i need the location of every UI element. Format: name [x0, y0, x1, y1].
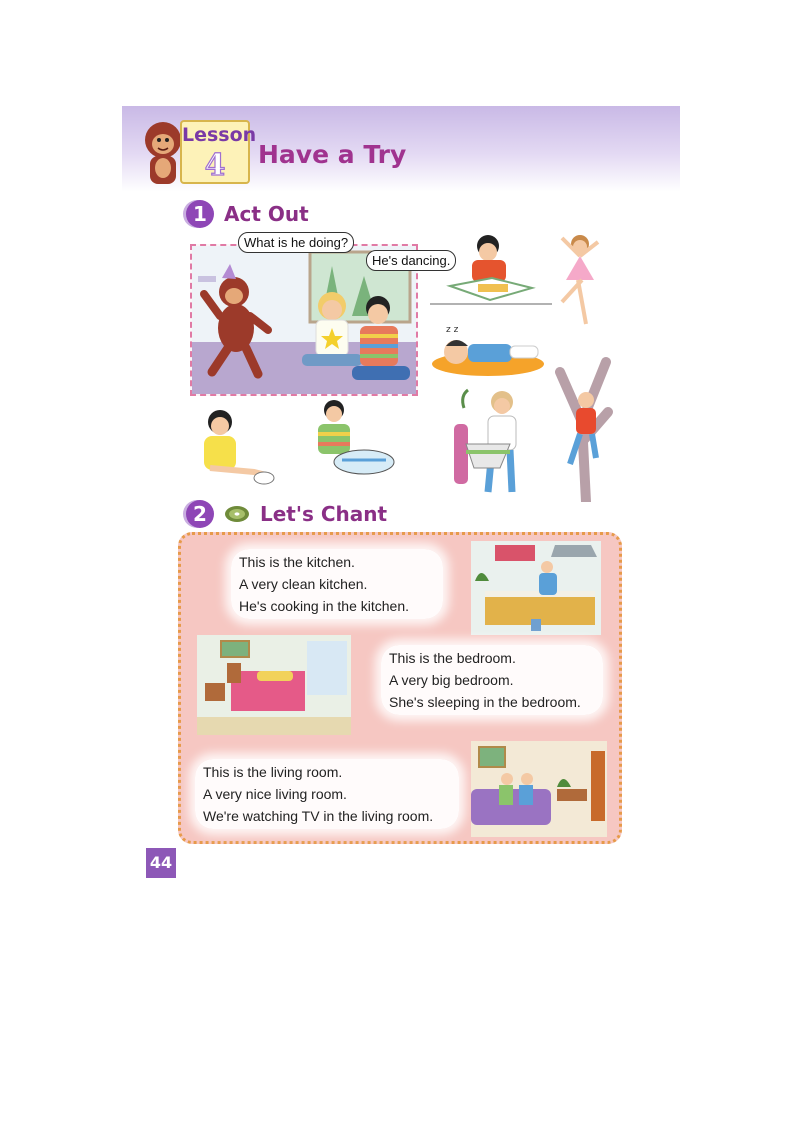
section-title-chant: Let's Chant	[260, 502, 388, 526]
verse-kitchen	[231, 549, 443, 619]
lesson-header	[122, 106, 680, 192]
boy-watering-plants-illustration	[452, 388, 544, 500]
verse-line: He's cooking in the kitchen.	[239, 598, 409, 614]
kitchen-illustration	[471, 541, 601, 635]
verse-line: A very big bedroom.	[389, 672, 514, 688]
verse-line: She's sleeping in the bedroom.	[389, 694, 581, 710]
verse-line: This is the bedroom.	[389, 650, 516, 666]
lesson-badge	[180, 120, 257, 184]
section-title-act-out: Act Out	[224, 202, 309, 226]
section-number-1: 1	[186, 200, 214, 228]
living-room-illustration	[471, 741, 607, 837]
section-number-2: 2	[186, 500, 214, 528]
girl-eating-illustration	[194, 406, 278, 488]
speech-bubble-question: What is he doing?	[238, 232, 354, 253]
boy-climbing-tree-illustration	[552, 352, 616, 502]
cd-audio-icon[interactable]	[224, 505, 250, 523]
lesson-label: Lesson	[182, 124, 257, 146]
chant-panel	[178, 532, 622, 844]
verse-line: A very nice living room.	[203, 786, 347, 802]
boy-washing-clothes-illustration	[308, 396, 400, 486]
girl-dancing-illustration	[548, 232, 610, 328]
section-chant-heading	[186, 500, 387, 528]
boy-reading-illustration	[428, 230, 554, 314]
section-act-out-heading	[186, 200, 309, 228]
lesson-number: 4	[204, 148, 226, 183]
verse-line: This is the kitchen.	[239, 554, 355, 570]
verse-line: This is the living room.	[203, 764, 343, 780]
verse-bedroom	[381, 645, 603, 715]
bedroom-illustration	[197, 635, 351, 735]
page-number: 44	[146, 848, 176, 878]
boy-sleeping-illustration	[428, 322, 550, 382]
verse-living-room	[195, 759, 459, 829]
verse-line: We're watching TV in the living room.	[203, 808, 434, 824]
textbook-page	[122, 106, 680, 878]
speech-bubble-answer: He's dancing.	[366, 250, 456, 271]
svg-text:z z: z z	[446, 325, 459, 335]
page-title: Have a Try	[258, 140, 407, 169]
verse-line: A very clean kitchen.	[239, 576, 368, 592]
